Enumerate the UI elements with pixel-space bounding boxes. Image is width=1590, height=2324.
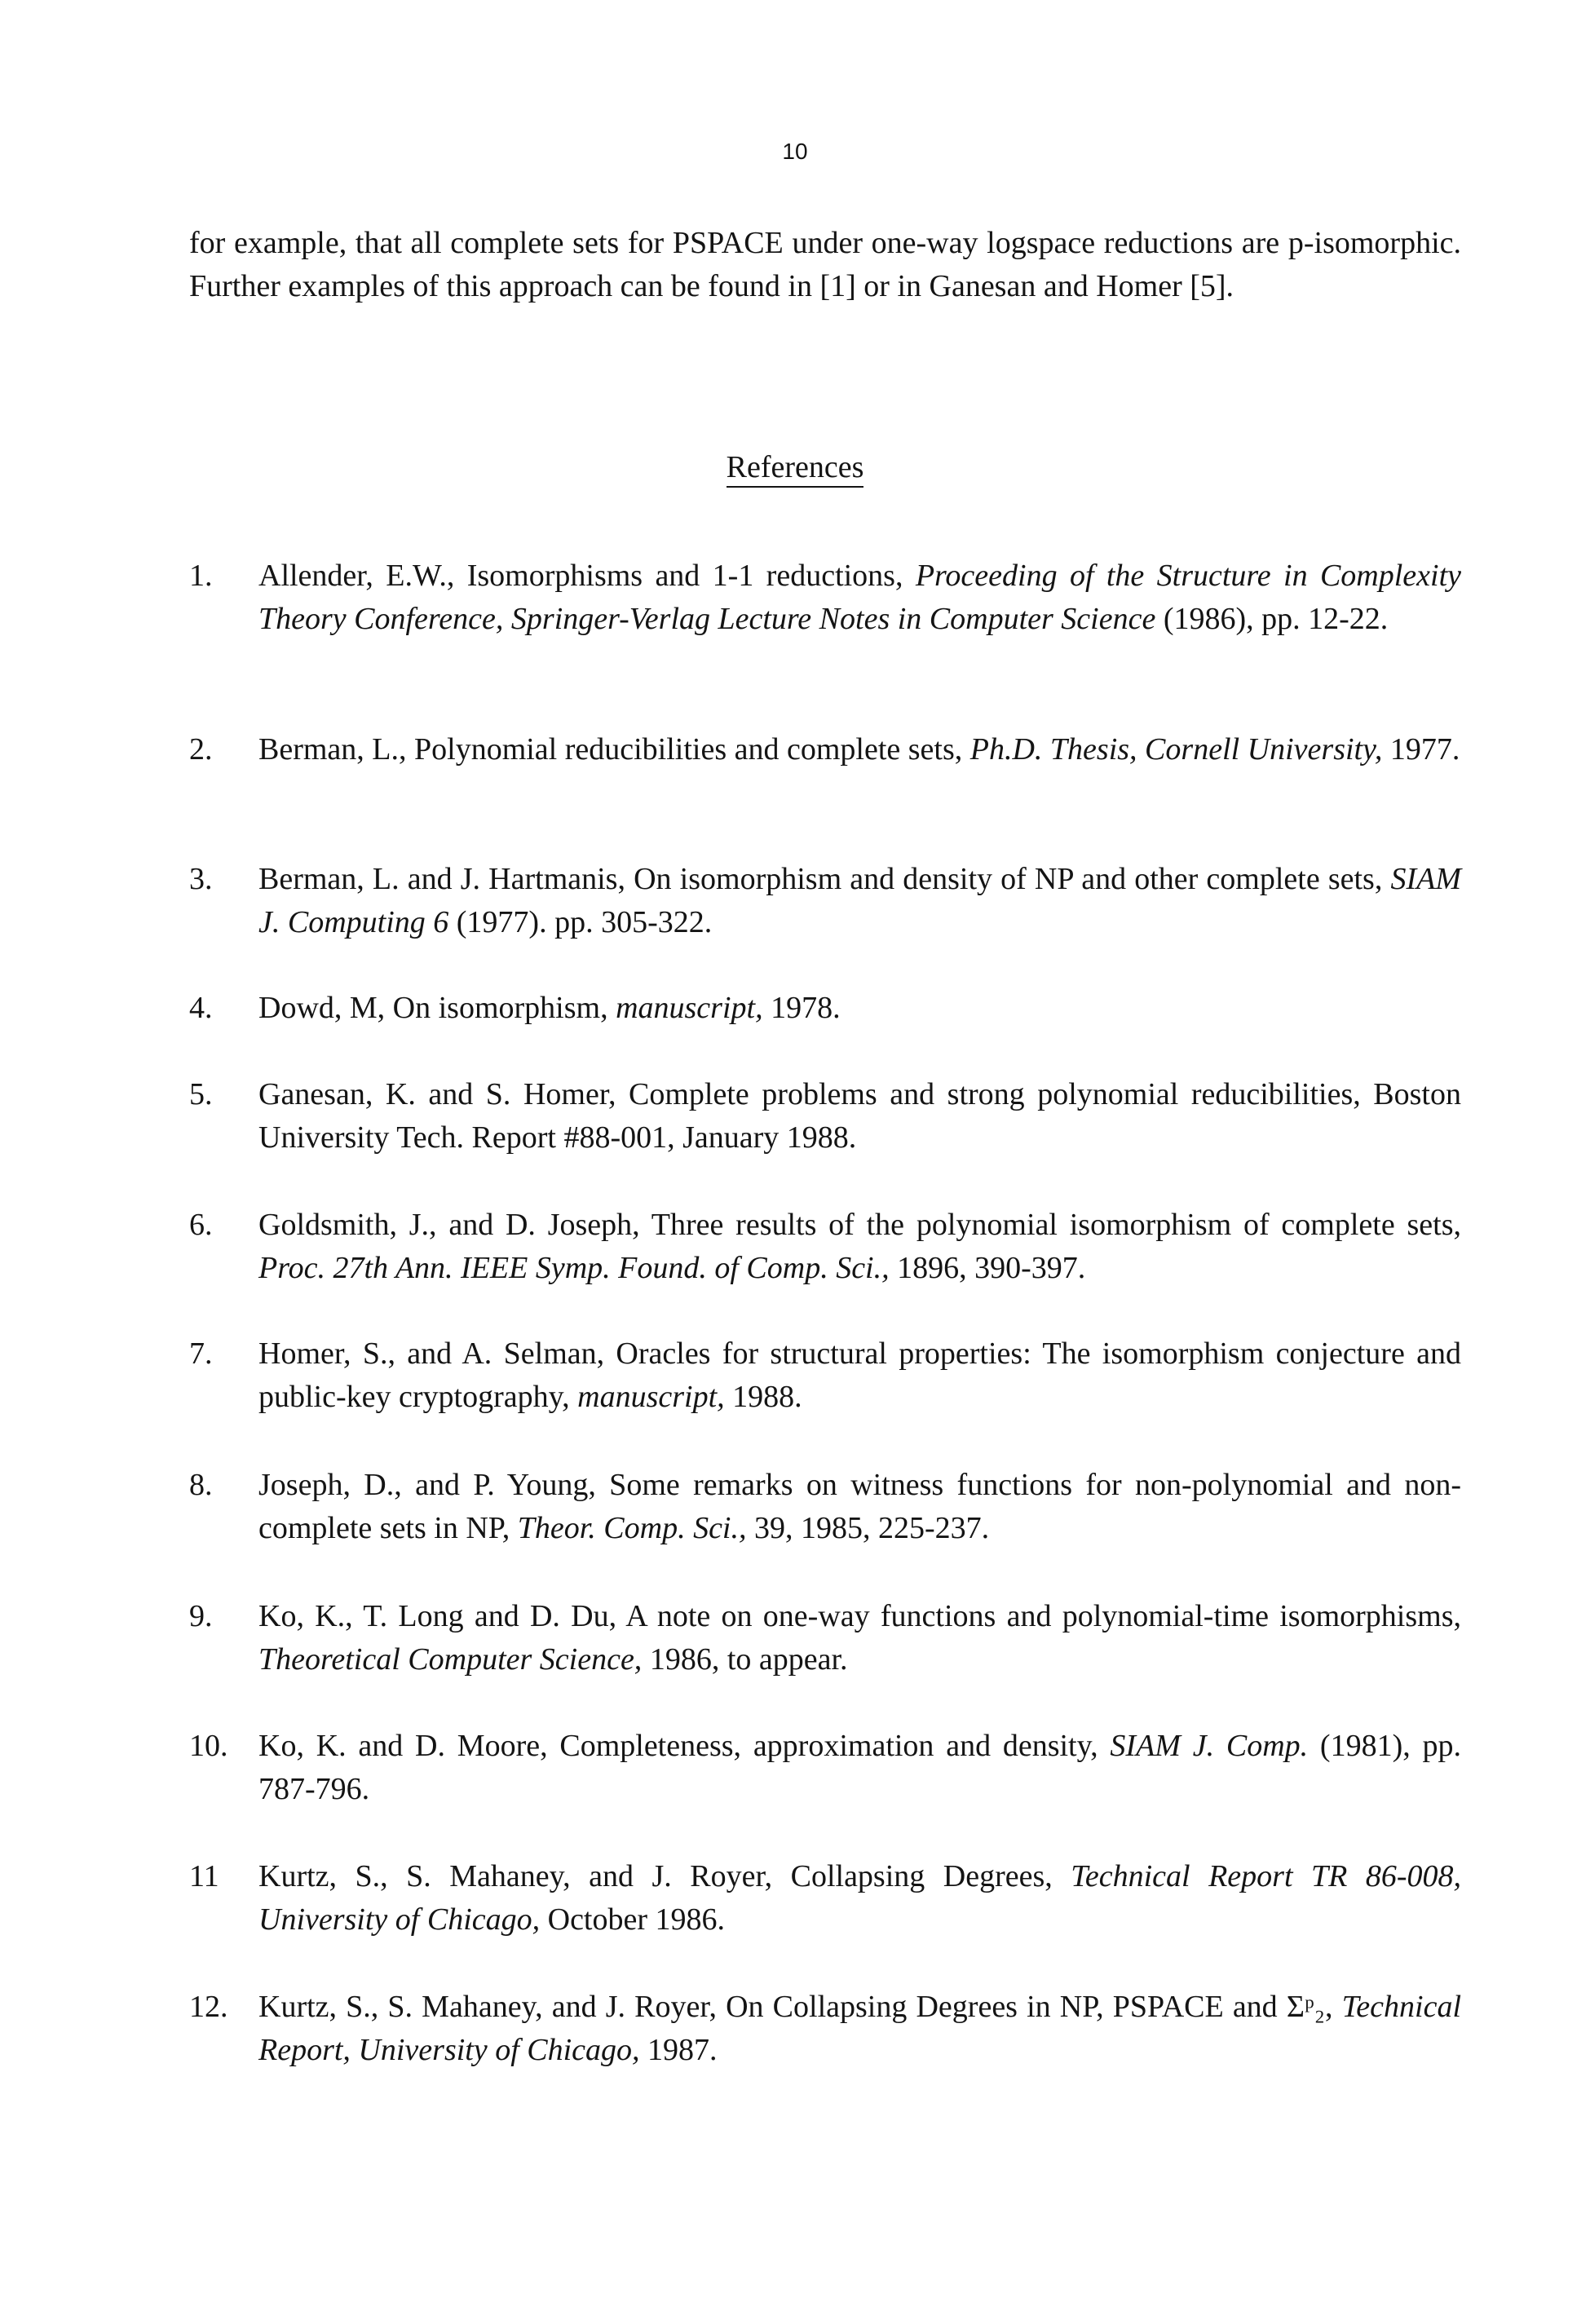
reference-tail: (1986), pp. 12-22. (1155, 602, 1389, 636)
reference-italic: Theor. Comp. Sci., (517, 1511, 747, 1545)
reference-italic: Proceeding of the Structure in Complexity Theory Conference, Springer-Verlag Lecture Notes in Computer Science (258, 559, 1462, 636)
reference-text (258, 728, 1461, 771)
reference-number: 12. (189, 1990, 228, 2024)
reference-number: 2. (189, 732, 213, 767)
reference-number: 4. (189, 991, 213, 1025)
page-number: 10 (782, 139, 808, 164)
intro-text: for example, that all complete sets for PSPACE under one-way logspace reductions are p-isomorphic. Further examples of this approach can be found in [1] or in Ganesan and Homer [5]. (189, 226, 1461, 303)
reference-main: Joseph, D., and P. Young, Some remarks on witness functions for non-polynomial and non-complete sets in NP, (258, 1468, 1461, 1545)
reference-tail: 1986, to appear. (642, 1642, 848, 1677)
reference-tail: 1977. (1382, 732, 1460, 767)
reference-number: 7. (189, 1337, 213, 1371)
reference-number: 8. (189, 1468, 213, 1502)
reference-italic: manuscript, (616, 991, 763, 1025)
reference-tail: 1987. (639, 2033, 718, 2067)
reference-main: Berman, L. and J. Hartmanis, On isomorphism and density of NP and other complete sets, (258, 862, 1391, 896)
reference-italic: SIAM J. Computing 6 (258, 862, 1461, 939)
reference-italic: Theoretical Computer Science, (258, 1642, 643, 1677)
reference-text (258, 1464, 1461, 1550)
reference-main: Allender, E.W., Isomorphisms and 1-1 reductions, (258, 559, 916, 593)
reference-main: Berman, L., Polynomial reducibilities and complete sets, (258, 732, 970, 767)
reference-text (258, 987, 1461, 1030)
reference-tail: 1978. (762, 991, 841, 1025)
reference-text (258, 858, 1461, 944)
reference-tail: October 1986. (540, 1902, 726, 1937)
reference-main: Goldsmith, J., and D. Joseph, Three results of the polynomial isomorphism of complete sets, (258, 1208, 1461, 1242)
reference-italic: SIAM J. Comp. (1110, 1729, 1309, 1763)
reference-main: Kurtz, S., S. Mahaney, and J. Royer, Collapsing Degrees, (258, 1859, 1071, 1893)
reference-italic: Technical Report, University of Chicago, (258, 1990, 1461, 2067)
reference-number: 10. (189, 1729, 228, 1763)
reference-italic: Proc. 27th Ann. IEEE Symp. Found. of Comp. Sci., (258, 1251, 890, 1285)
reference-text (258, 554, 1461, 641)
reference-tail: (1977). pp. 305-322. (448, 905, 713, 939)
reference-tail: 1896, 390-397. (889, 1251, 1086, 1285)
reference-main: Dowd, M, On isomorphism, (258, 991, 616, 1025)
reference-text (258, 1855, 1461, 1942)
reference-number: 11 (189, 1859, 219, 1893)
reference-main: Ko, K. and D. Moore, Completeness, approximation and density, (258, 1729, 1111, 1763)
reference-text (258, 1204, 1461, 1290)
reference-tail: (1981), pp. 787-796. (258, 1729, 1461, 1806)
reference-text (258, 1332, 1461, 1419)
reference-tail: 39, 1985, 225-237. (746, 1511, 990, 1545)
reference-number: 9. (189, 1599, 213, 1633)
reference-italic: manuscript, (577, 1380, 725, 1414)
reference-main: Ganesan, K. and S. Homer, Complete problems and strong polynomial reducibilities, Boston University Tech. Report #88-001, January 1988. (258, 1077, 1461, 1155)
reference-tail: 1988. (724, 1380, 802, 1414)
reference-number: 1. (189, 559, 213, 593)
reference-number: 5. (189, 1077, 213, 1111)
reference-text (258, 1725, 1461, 1811)
reference-italic: Technical Report TR 86-008, University of Chicago, (258, 1859, 1461, 1937)
reference-number: 6. (189, 1208, 213, 1242)
reference-text (258, 1595, 1461, 1681)
reference-text (258, 1073, 1461, 1160)
reference-text (258, 1986, 1461, 2072)
reference-italic: Ph.D. Thesis, Cornell University, (969, 732, 1383, 767)
reference-main: Homer, S., and A. Selman, Oracles for structural properties: The isomorphism conjecture and public-key cryptography, (258, 1337, 1461, 1414)
reference-number: 3. (189, 862, 213, 896)
reference-main: Kurtz, S., S. Mahaney, and J. Royer, On Collapsing Degrees in NP, PSPACE and Σᵖ₂, (258, 1990, 1342, 2024)
references-heading-text: References (727, 450, 864, 488)
reference-main: Ko, K., T. Long and D. Du, A note on one-way functions and polynomial-time isomorphisms, (258, 1599, 1461, 1633)
